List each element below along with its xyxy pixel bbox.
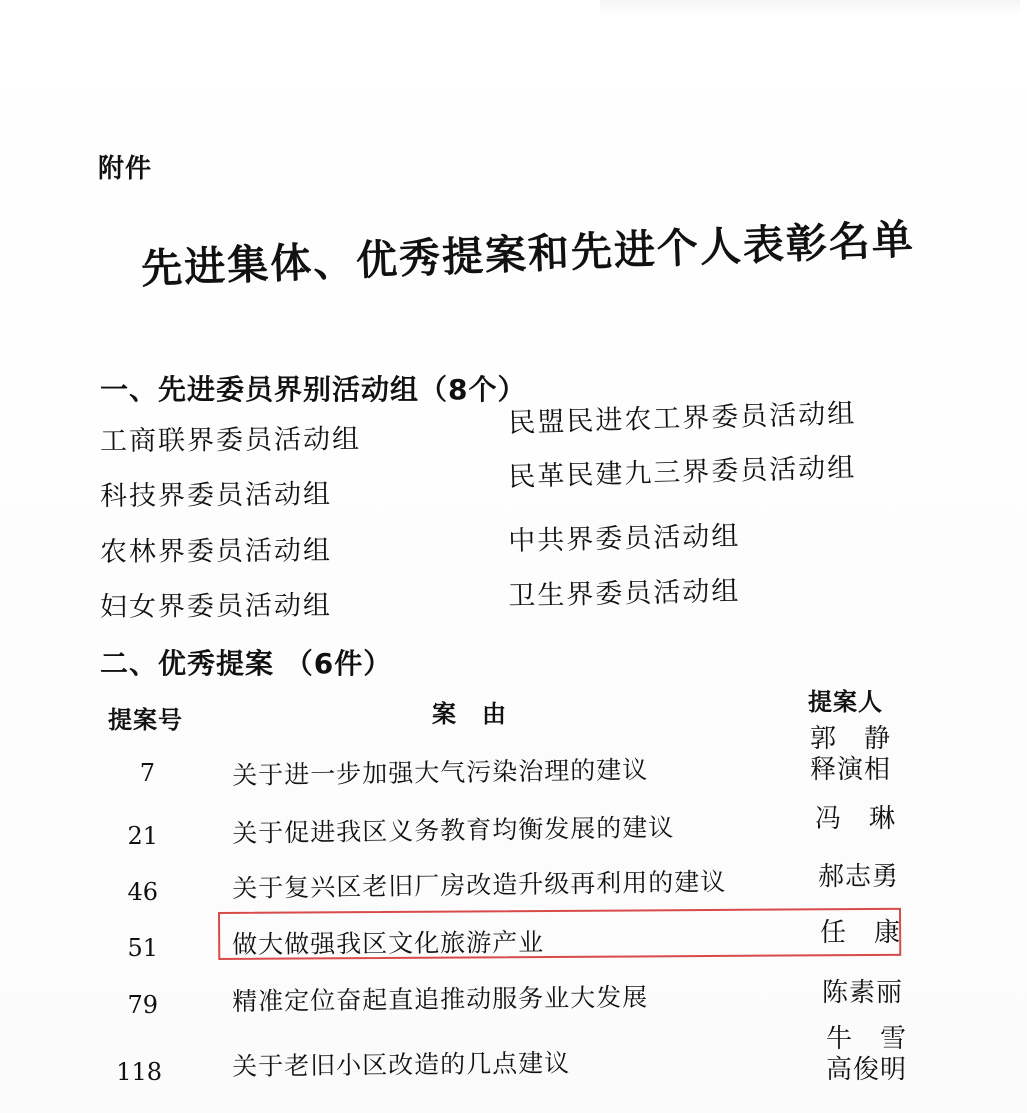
proposal-number-column-header: 提案号 [108,706,183,734]
proposer-name: 任 康 [820,918,902,948]
proposer-group-79 [822,978,903,1009]
proposer-column-header: 提案人 [808,688,883,716]
proposal-reason-column-header: 案 由 [432,700,507,728]
scan-edge-shadow [600,0,1020,16]
group-item-6: 中共界委员活动组 [507,520,741,557]
proposal-reason-51: 做大做强我区文化旅游产业 [232,927,545,959]
proposer-name: 郝志勇 [818,862,900,892]
section-excellent-proposals-heading: 二、优秀提案 （6件） [100,647,393,680]
group-item-2: 民盟民进农工界委员活动组 [507,398,857,439]
group-item-8: 卫生界委员活动组 [507,575,741,612]
proposal-reason-118: 关于老旧小区改造的几点建议 [232,1048,571,1081]
group-item-4: 民革民建九三界委员活动组 [507,452,857,493]
group-item-3: 科技界委员活动组 [99,478,333,513]
proposal-number-51: 51 [127,934,158,962]
proposal-reason-79: 精准定位奋起直追推动服务业大发展 [232,982,649,1016]
proposer-name: 牛 雪 [826,1024,908,1054]
proposal-reason-7: 关于进一步加强大气污染治理的建议 [232,755,649,790]
proposer-group-51 [820,918,901,949]
document-title: 先进集体、优秀提案和先进个人表彰名单 [140,215,916,293]
proposal-number-79: 79 [127,991,158,1019]
proposer-name: 郭 静 [810,724,892,754]
proposer-name: 陈素丽 [822,978,904,1008]
section-advanced-groups-heading: 一、先进委员界别活动组（8个） [100,373,527,406]
group-item-5: 农林界委员活动组 [99,535,333,568]
proposer-name: 冯 琳 [815,804,897,834]
proposal-reason-21: 关于促进我区义务教育均衡发展的建议 [232,812,675,848]
proposer-group-21 [815,804,896,835]
proposal-reason-46: 关于复兴区老旧厂房改造升级再利用的建议 [232,867,727,903]
proposer-name: 释演相 [810,755,892,786]
proposer-group-7 [810,724,891,786]
proposal-number-21: 21 [127,822,158,850]
proposal-number-7: 7 [139,759,155,787]
proposal-number-118: 118 [116,1058,162,1086]
proposal-number-46: 46 [127,878,158,906]
attachment-label: 附件 [98,154,153,184]
group-item-7: 妇女界委员活动组 [99,590,333,623]
proposer-group-46 [818,862,899,893]
proposer-group-118 [826,1024,907,1086]
proposer-name: 高俊明 [826,1055,908,1086]
group-item-1: 工商联界委员活动组 [99,423,362,458]
